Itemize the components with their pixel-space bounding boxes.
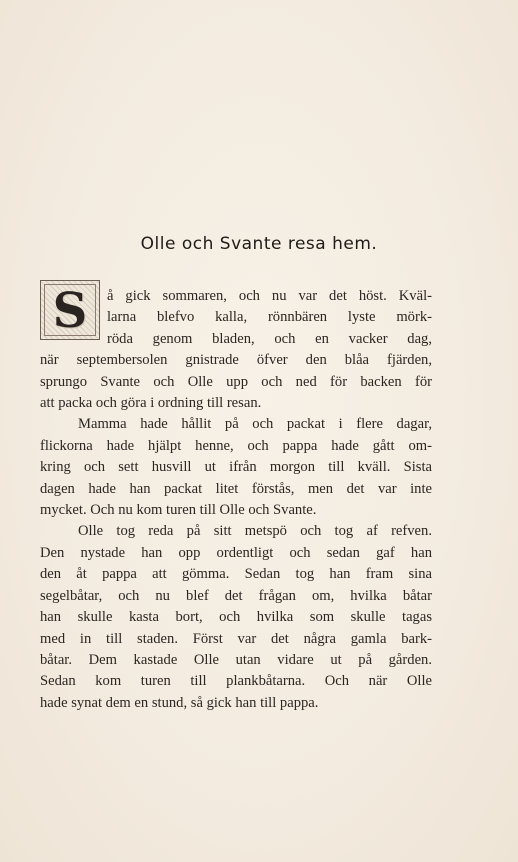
text-line: Den nystade han opp ordentligt och sedan gaf han [40, 544, 432, 561]
text-line: mycket. Och nu kom turen till Olle och Svante. [40, 502, 317, 519]
text-line: att packa och göra i ordning till resan. [40, 395, 262, 412]
text-line: Sedan kom turen till plankbåtarna. Och när Olle [40, 673, 432, 690]
text-line: röda genom bladen, och en vacker dag, [107, 330, 432, 347]
text-line: han skulle kasta bort, och hvilka som skulle tagas [40, 609, 432, 626]
text-line: larna blefvo kalla, rönnbären lyste mörk- [107, 309, 432, 326]
text-line: med in till staden. Först var det några gamla bark- [40, 630, 432, 647]
text-line: sprungo Svante och Olle upp och ned för backen för [40, 373, 432, 390]
text-line: å gick sommaren, och nu var det höst. Kväl- [107, 288, 432, 304]
chapter-body-text [40, 283, 432, 714]
text-line: Mamma hade hållit på och packat i flere dagar, [78, 416, 432, 433]
text-line: dagen hade han packat litet förstås, men det var inte [40, 480, 432, 497]
chapter-title: Olle och Svante resa hem. [140, 234, 378, 254]
text-line: hade synat dem en stund, så gick han till pappa. [40, 694, 319, 711]
text-line: flickorna hade hjälpt henne, och pappa hade gått om- [40, 437, 432, 454]
text-line: när septembersolen gnistrade öfver den blåa fjärden, [40, 352, 432, 369]
text-line: båtar. Dem kastade Olle utan vidare ut på gården. [40, 651, 432, 668]
text-line: Olle tog reda på sitt metspö och tog af refven. [78, 523, 432, 540]
drop-cap-letter: S [52, 283, 88, 339]
text-line: kring och sett husvill ut ifrån morgon till kväll. Sista [40, 459, 432, 476]
text-line: segelbåtar, och nu blef det frågan om, hvilka båtar [40, 587, 432, 604]
text-line: den åt pappa att gömma. Sedan tog han fram sina [40, 566, 432, 583]
